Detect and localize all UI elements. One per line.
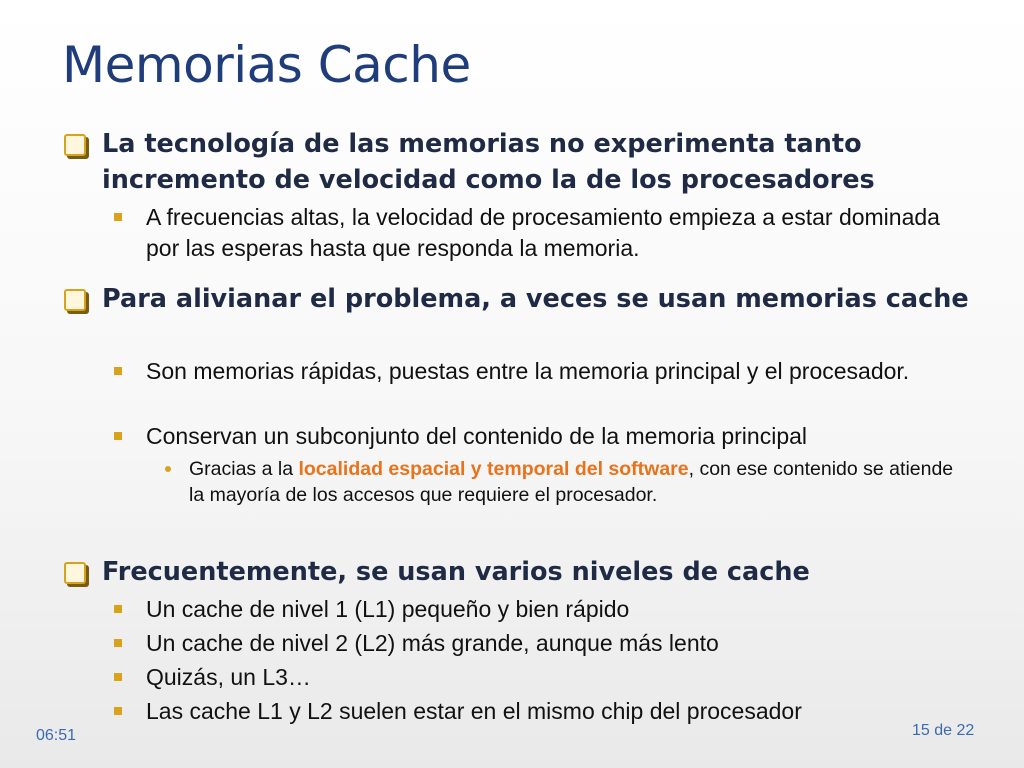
footer-page-number: 15 de 22 — [912, 722, 975, 739]
bullet-text: Un cache de nivel 2 (L2) más grande, aunque más lento — [146, 630, 719, 656]
square-bullet-icon — [114, 673, 122, 681]
bullet-level1 — [62, 126, 982, 198]
highlighted-text: localidad espacial y temporal del software — [298, 458, 689, 480]
slide-title: Memorias Cache — [62, 36, 471, 94]
bullet-level2 — [112, 421, 982, 452]
bullet-text: Son memorias rápidas, puestas entre la memoria principal y el procesador. — [146, 358, 910, 384]
square-bullet-icon — [114, 367, 122, 375]
square-bullet-icon — [114, 605, 122, 613]
checkbox-square-icon — [64, 562, 86, 584]
bullet-level2 — [112, 628, 992, 659]
bullet-text: Para alivianar el problema, a veces se usan memorias cache — [102, 284, 969, 314]
square-bullet-icon — [114, 639, 122, 647]
bullet-level2 — [112, 594, 992, 625]
bullet-text: Frecuentemente, se usan varios niveles de cache — [102, 557, 810, 587]
bullet-level2 — [112, 696, 1012, 727]
bullet-text: Un cache de nivel 1 (L1) pequeño y bien rápido — [146, 596, 630, 622]
text-segment: Gracias a la — [189, 458, 299, 480]
bullet-text: A frecuencias altas, la velocidad de procesamiento empieza a estar dominada por las esperas hasta que responda la memoria. — [146, 204, 940, 261]
dot-bullet-icon — [165, 466, 171, 472]
bullet-text: Quizás, un L3… — [146, 664, 311, 690]
square-bullet-icon — [114, 213, 122, 221]
bullet-level2 — [112, 356, 962, 387]
bullet-text: La tecnología de las memorias no experimenta tanto incremento de velocidad como la de los procesadores — [102, 129, 875, 195]
bullet-level1 — [62, 281, 982, 317]
square-bullet-icon — [114, 432, 122, 440]
text-segment: , con ese contenido se atiende la mayoría de los accesos que requiere el procesador. — [189, 458, 954, 506]
footer-time: 06:51 — [36, 727, 77, 744]
checkbox-square-icon — [64, 134, 86, 156]
bullet-level1 — [62, 554, 982, 590]
bullet-level3 — [162, 456, 962, 508]
bullet-text: Las cache L1 y L2 suelen estar en el mismo chip del procesador — [146, 698, 802, 724]
bullet-text: Conservan un subconjunto del contenido de la memoria principal — [146, 423, 808, 449]
checkbox-square-icon — [64, 289, 86, 311]
bullet-level2 — [112, 202, 962, 264]
square-bullet-icon — [114, 707, 122, 715]
bullet-text — [162, 456, 962, 508]
bullet-level2 — [112, 662, 992, 693]
